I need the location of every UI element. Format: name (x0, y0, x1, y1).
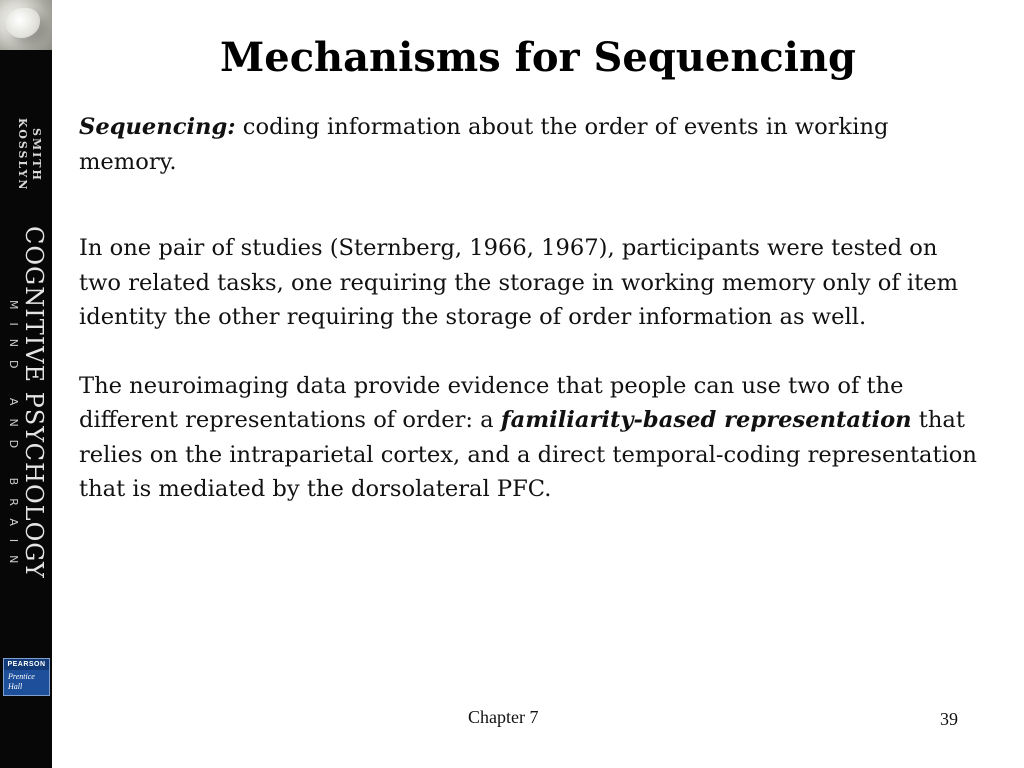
definition-paragraph (79, 110, 984, 179)
slide-title: Mechanisms for Sequencing (219, 34, 857, 81)
familiarity-term: familiarity-based representation (500, 407, 912, 433)
publisher-name: PEARSON (4, 659, 49, 670)
neuroimaging-paragraph (79, 369, 984, 507)
spine-author-smith: SMITH (30, 128, 43, 182)
spine-author-kosslyn: KOSSLYN (16, 118, 29, 192)
book-spine (0, 0, 52, 768)
slide-number: 39 (940, 709, 958, 729)
publisher-imprint: Prentice Hall (8, 672, 35, 691)
cover-art-image (0, 0, 52, 50)
slide-body (79, 110, 984, 507)
studies-paragraph: In one pair of studies (Sternberg, 1966, 1967), participants were tested on two related tasks, one requiring the storage in working memory only of item identity the other requiring the storage of order information as well. (79, 235, 959, 330)
publisher-logo (3, 658, 50, 696)
definition-text: coding information about the order of events in working memory. (79, 114, 889, 175)
footer-chapter: Chapter 7 (468, 707, 539, 727)
neuroimaging-text-start: The neuroimaging data provide evidence that people can use two of the different representations of order: a (79, 372, 904, 433)
neuroimaging-text-end: that relies on the intraparietal cortex, and a direct temporal-coding representation that is mediated by the dorsolateral PFC. (79, 407, 977, 502)
spine-book-title: COGNITIVE PSYCHOLOGY (20, 226, 48, 579)
spine-book-subtitle: MIND AND BRAIN (7, 300, 20, 577)
definition-term: Sequencing: (79, 114, 236, 140)
